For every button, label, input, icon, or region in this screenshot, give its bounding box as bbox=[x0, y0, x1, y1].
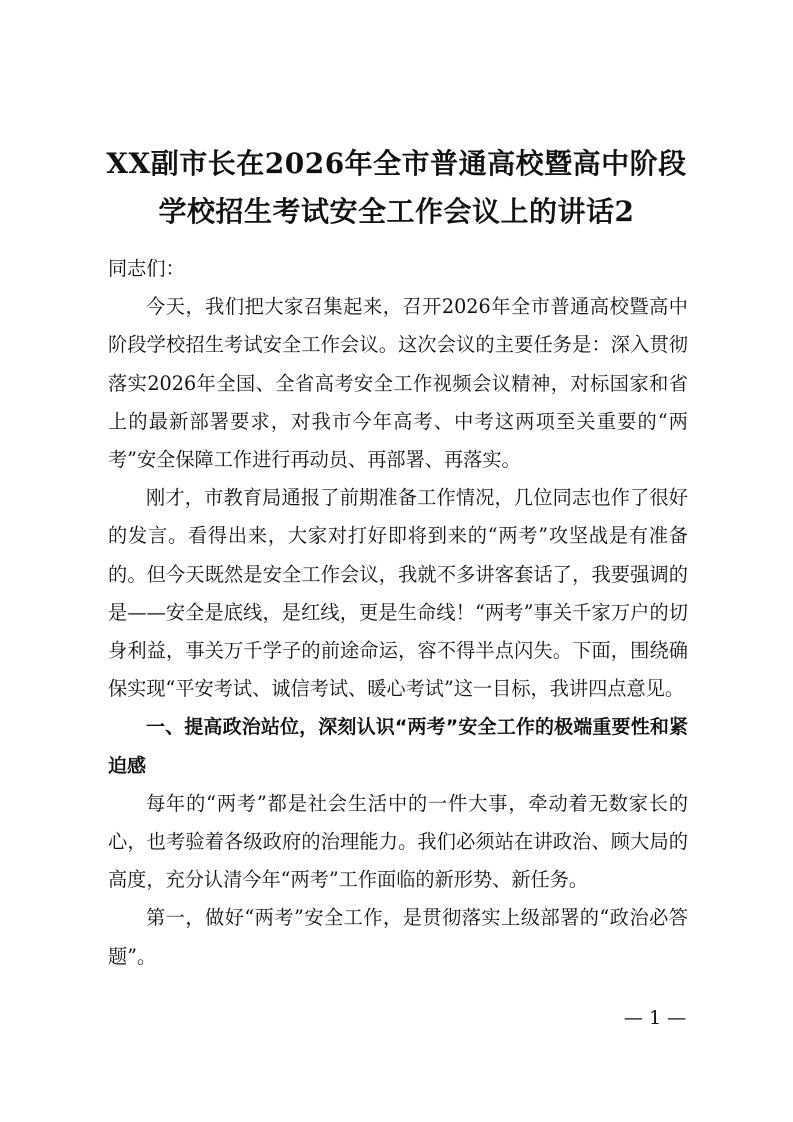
salutation: 同志们： bbox=[108, 257, 185, 280]
page-number: — 1 — bbox=[623, 1007, 687, 1029]
paragraph-section-1: 每年的“两考”都是社会生活中的一件大事，牵动着无数家长的心，也考验着各级政府的治理能力。我们必须站在讲政治、顾大局的高度，充分认清今年“两考”工作面临的新形势、新任务。 bbox=[108, 791, 688, 892]
document-title bbox=[90, 140, 703, 236]
document-body bbox=[108, 250, 688, 976]
paragraph-remarks: 刚才，市教育局通报了前期准备工作情况，几位同志也作了很好的发言。看得出来，大家对打好即将到来的“两考”攻坚战是有准备的。但今天既然是安全工作会议，我就不多讲客套话了，我要强调的是——安全是底线，是红线，更是生命线！“两考”事关千家万户的切身利益，事关万千学子的前途命运，容不得半点闪失。下面，围绕确保实现“平安考试、诚信考试、暖心考试”这一目标，我讲四点意见。 bbox=[108, 486, 688, 701]
paragraph-opening: 今天，我们把大家召集起来，召开2026年全市普通高校暨高中阶段学校招生考试安全工作会议。这次会议的主要任务是：深入贯彻落实2026年全国、全省高考安全工作视频会议精神，对标国家和省上的最新部署要求，对我市今年高考、中考这两项至关重要的“两考”安全保障工作进行再动员、再部署、再落实。 bbox=[108, 295, 688, 471]
section-heading-1: 一、提高政治站位，深刻认识“两考”安全工作的极端重要性和紧迫感 bbox=[108, 716, 688, 777]
title-line-1: XX副市长在2026年全市普通高校暨高中阶段 bbox=[106, 147, 687, 180]
paragraph-point-1: 第一，做好“两考”安全工作，是贯彻落实上级部署的“政治必答题”。 bbox=[108, 906, 688, 968]
title-line-2: 学校招生考试安全工作会议上的讲话2 bbox=[158, 195, 635, 228]
